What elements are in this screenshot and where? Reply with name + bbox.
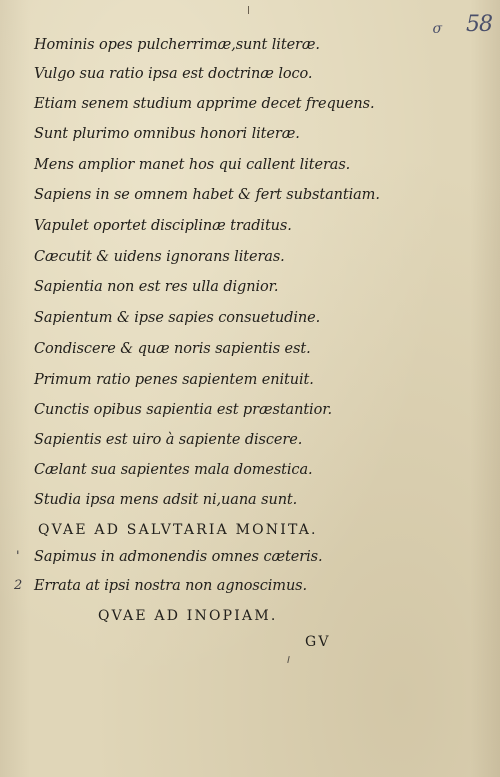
- proverb-line: Sapientia non est res ulla dignior.: [34, 279, 279, 295]
- catchword: GV: [305, 634, 331, 650]
- proverb-line: Sapientum & ipse sapies consuetudine.: [34, 310, 321, 326]
- proverb-line: Cunctis opibus sapientia est præstantior.: [34, 402, 332, 418]
- proverb-line: Hominis opes pulcherrimæ,sunt literæ.: [34, 37, 320, 53]
- marginal-annotation: 2: [14, 578, 23, 593]
- marginal-annotation: ': [16, 549, 20, 564]
- section-heading-inopiam: QVAE AD INOPIAM.: [98, 608, 278, 624]
- proverb-line: Sapiens in se omnem habet & fert substantiam.: [34, 187, 380, 203]
- proverb-line: Errata at ipsi nostra non agnoscimus.: [34, 578, 308, 594]
- proverb-line: Sunt plurimo omnibus honori literæ.: [34, 126, 300, 142]
- proverb-line: Studia ipsa mens adsit ni,uana sunt.: [34, 492, 298, 508]
- proverb-line: Etiam senem studium apprime decet frequens.: [34, 96, 375, 112]
- proverb-line: Vulgo sua ratio ipsa est doctrinæ loco.: [34, 66, 313, 82]
- proverb-line: Primum ratio penes sapientem enituit.: [34, 372, 314, 388]
- proverb-line: Cælant sua sapientes mala domestica.: [34, 462, 313, 478]
- proverb-line: Sapientis est uiro à sapiente discere.: [34, 432, 303, 448]
- proverb-line: Sapimus in admonendis omnes cæteris.: [34, 549, 323, 565]
- proverb-line: Vapulet oportet disciplinæ traditus.: [34, 218, 292, 234]
- proverb-line: Cæcutit & uidens ignorans literas.: [34, 249, 285, 265]
- proverb-line: Mens amplior manet hos qui callent literas.: [34, 157, 351, 173]
- page-number: 58: [466, 12, 492, 37]
- handwritten-sigma-icon: [432, 21, 442, 37]
- stray-ink-mark: [287, 656, 289, 663]
- ink-tick-mark: [248, 6, 249, 14]
- proverb-line: Condiscere & quæ noris sapientis est.: [34, 341, 311, 357]
- section-heading-monita: QVAE AD SALVTARIA MONITA.: [38, 522, 318, 538]
